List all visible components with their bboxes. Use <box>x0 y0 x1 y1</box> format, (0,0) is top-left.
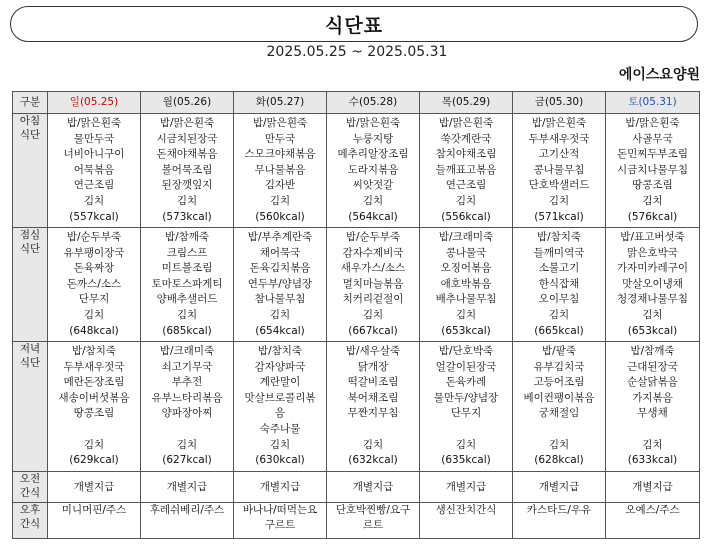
menu-item: 물만두국 <box>73 132 115 145</box>
menu-item: 감자수제비국 <box>342 246 404 259</box>
menu-item: 미니머핀/주스 <box>61 504 127 516</box>
day-header-sat: 토(05.31) <box>606 92 700 114</box>
pm-snack-cell <box>327 503 420 539</box>
pm-snack-cell <box>141 503 234 539</box>
menu-item: 김자반 <box>264 179 296 192</box>
breakfast-cell <box>606 114 700 228</box>
menu-item: 연두부/양념장 <box>247 277 313 290</box>
menu-item: 부추전 <box>171 376 203 389</box>
menu-item: 김치 <box>176 308 198 321</box>
menu-item: 쇠고기무국 <box>161 360 213 373</box>
am-snack-cell: 개별지급 <box>513 472 606 503</box>
menu-item: 순살닭볶음 <box>627 376 678 389</box>
menu-item: 연근조림 <box>445 179 487 192</box>
menu-item: 유부김치국 <box>533 360 585 373</box>
menu-item: 만두국 <box>264 132 296 145</box>
calorie-value: (685kcal) <box>162 324 212 337</box>
lunch-cell <box>513 228 606 342</box>
menu-item: 밥/맑은흰죽 <box>531 117 587 129</box>
calorie-value: (665kcal) <box>534 324 584 337</box>
lunch-cell <box>48 228 141 342</box>
menu-item: 단호박찐빵/요구 <box>335 504 411 516</box>
menu-item: 김치 <box>642 438 663 451</box>
menu-item: 맑은호박국 <box>627 246 678 259</box>
am-snack-cell: 개별지급 <box>606 472 700 503</box>
menu-item: 크림스프 <box>166 246 208 259</box>
menu-item: 돈까스/소스 <box>66 277 122 290</box>
menu-item: 미트볼조림 <box>161 262 213 275</box>
menu-item: 양배추샐러드 <box>156 293 218 306</box>
day-header-mon: 월(05.26) <box>141 92 234 114</box>
menu-item: 밥/맑은흰죽 <box>252 117 308 129</box>
breakfast-label: 아침 식단 <box>13 114 48 228</box>
menu-item: 된장깻잎지 <box>161 179 213 192</box>
organization-name: 에이스요양원 <box>618 67 700 83</box>
breakfast-cell <box>513 114 606 228</box>
menu-item: 청경채나물무침 <box>616 293 688 306</box>
menu-item: 콩나물무침 <box>533 163 585 176</box>
menu-item: 궁채절임 <box>538 407 580 420</box>
menu-item: 고기산적 <box>538 148 580 161</box>
menu-item: 김치 <box>642 194 663 207</box>
menu-item: 김치 <box>455 438 477 451</box>
calorie-value: (571kcal) <box>534 210 584 223</box>
menu-item: 고등어조림 <box>533 376 585 389</box>
calorie-value: (573kcal) <box>162 210 212 223</box>
menu-item: 맛살브로콜리볶 <box>244 391 316 404</box>
menu-item: 김치 <box>176 194 198 207</box>
menu-item: 애호박볶음 <box>440 277 492 290</box>
menu-item: 가지볶음 <box>632 391 673 404</box>
calorie-value: (648kcal) <box>69 324 119 337</box>
menu-item: 스모크야채볶음 <box>244 148 316 161</box>
menu-item: 단무지 <box>78 293 110 306</box>
am-snack-cell: 개별지급 <box>234 472 327 503</box>
page-title: 식단표 <box>324 14 384 37</box>
lunch-cell <box>141 228 234 342</box>
menu-item: 구르트 <box>264 519 296 531</box>
menu-item: 도라지볶음 <box>347 163 399 176</box>
dinner-cell <box>48 342 141 472</box>
calorie-value: (654kcal) <box>255 324 305 337</box>
menu-item: 김치 <box>269 308 291 321</box>
menu-item: 쑥갓계란국 <box>440 132 492 145</box>
corner-label: 구분 <box>13 92 48 114</box>
menu-item: 김치 <box>548 438 570 451</box>
menu-item: 밥/참깨죽 <box>164 231 210 243</box>
menu-item: 밥/참치죽 <box>71 345 117 357</box>
menu-item: 얼갈이된장국 <box>435 360 497 373</box>
menu-item: 김치 <box>455 308 477 321</box>
day-header-sun: 일(05.25) <box>48 92 141 114</box>
menu-item: 김치 <box>548 308 570 321</box>
menu-item: 음 <box>274 407 286 420</box>
menu-item: 땅콩조림 <box>73 407 115 420</box>
breakfast-row <box>13 114 700 228</box>
menu-item: 김치 <box>83 438 105 451</box>
calorie-value: (557kcal) <box>69 210 119 223</box>
menu-item <box>420 422 512 438</box>
menu-item <box>327 422 419 438</box>
menu-item: 베이컨팽이볶음 <box>523 391 595 404</box>
menu-item: 밥/크래미죽 <box>438 231 494 243</box>
menu-item: 무생채 <box>637 407 668 420</box>
menu-item: 돈민찌두부조림 <box>616 148 688 161</box>
menu-item: 밥/표고버섯죽 <box>620 231 685 243</box>
dinner-cell <box>606 342 700 472</box>
menu-item: 소불고기 <box>538 262 580 275</box>
menu-item: 단호박샐러드 <box>528 179 590 192</box>
breakfast-cell <box>48 114 141 228</box>
menu-item: 돈육짜장 <box>73 262 115 275</box>
calorie-value: (564kcal) <box>348 210 398 223</box>
menu-item: 두부새우젓국 <box>528 132 590 145</box>
calorie-value: (576kcal) <box>627 210 678 223</box>
menu-item: 밥/팥죽 <box>542 345 576 357</box>
dinner-label: 저녁 식단 <box>13 342 48 472</box>
menu-item: 새우가스/소스 <box>340 262 406 275</box>
lunch-cell <box>234 228 327 342</box>
menu-item: 돈육카레 <box>445 376 487 389</box>
menu-item <box>141 422 233 438</box>
menu-item: 김치 <box>362 194 384 207</box>
calorie-value: (556kcal) <box>441 210 491 223</box>
menu-item: 새송이버섯볶음 <box>58 391 130 404</box>
menu-item: 메추리알장조림 <box>337 148 409 161</box>
lunch-cell <box>606 228 700 342</box>
menu-item: 김치 <box>362 438 384 451</box>
dinner-row <box>13 342 700 472</box>
pm-snack-row <box>13 503 700 539</box>
menu-item: 밥/참치죽 <box>536 231 582 243</box>
menu-item: 단무지 <box>450 407 482 420</box>
menu-item: 메란돈장조림 <box>63 376 125 389</box>
calorie-value: (653kcal) <box>441 324 491 337</box>
menu-item: 멸치마늘볶음 <box>342 277 404 290</box>
calorie-value: (627kcal) <box>162 454 212 467</box>
menu-item: 김치 <box>176 438 198 451</box>
day-header-wed: 수(05.28) <box>327 92 420 114</box>
menu-item: 카스타드/우유 <box>526 504 592 516</box>
menu-item: 양파장아찌 <box>161 407 213 420</box>
menu-item: 무짠지무침 <box>347 407 399 420</box>
menu-item: 밥/맑은흰죽 <box>438 117 494 129</box>
menu-item: 참나물무침 <box>254 293 306 306</box>
menu-item: 계란말이 <box>259 376 301 389</box>
calorie-value: (632kcal) <box>348 454 398 467</box>
menu-item: 감자양파국 <box>254 360 306 373</box>
am-snack-cell: 개별지급 <box>327 472 420 503</box>
am-snack-label: 오전 간식 <box>13 472 48 503</box>
menu-item: 배추나물무침 <box>435 293 497 306</box>
am-snack-cell: 개별지급 <box>141 472 234 503</box>
menu-item: 참치야채조림 <box>435 148 497 161</box>
menu-item: 김치 <box>269 194 291 207</box>
menu-item: 김치 <box>83 308 105 321</box>
menu-item: 김치 <box>83 194 105 207</box>
menu-item: 밥/참깨죽 <box>630 345 675 357</box>
calorie-value: (628kcal) <box>534 454 584 467</box>
menu-item: 김치 <box>642 308 663 321</box>
menu-item: 씨앗젓갈 <box>352 179 394 192</box>
menu-item: 밥/맑은흰죽 <box>625 117 680 129</box>
title-box <box>10 6 698 42</box>
am-snack-cell: 개별지급 <box>48 472 141 503</box>
header-row <box>13 92 700 114</box>
menu-item <box>606 422 699 438</box>
dinner-cell <box>141 342 234 472</box>
pm-snack-cell <box>606 503 700 539</box>
menu-item: 콩나물국 <box>445 246 487 259</box>
menu-item: 밥/크래미죽 <box>159 345 215 357</box>
menu-item: 북어채조림 <box>347 391 399 404</box>
menu-item: 오예스/주스 <box>625 504 680 516</box>
calorie-value: (667kcal) <box>348 324 398 337</box>
am-snack-row <box>13 472 700 503</box>
menu-item: 근대된장국 <box>627 360 678 373</box>
menu-item: 들깨미역국 <box>533 246 585 259</box>
menu-item: 돈육김치볶음 <box>249 262 311 275</box>
dinner-cell <box>327 342 420 472</box>
menu-item: 채어묵국 <box>259 246 301 259</box>
menu-item: 생신잔치간식 <box>435 504 497 516</box>
menu-item: 밥/맑은흰죽 <box>66 117 122 129</box>
menu-item: 사골무국 <box>632 132 673 145</box>
calorie-value: (560kcal) <box>255 210 305 223</box>
lunch-row <box>13 228 700 342</box>
pm-snack-label: 오후 간식 <box>13 503 48 539</box>
menu-item: 한식잡채 <box>538 277 580 290</box>
menu-item: 김치 <box>362 308 384 321</box>
menu-item: 맛살오이냉채 <box>622 277 683 290</box>
menu-item: 너비아니구이 <box>63 148 125 161</box>
menu-table <box>12 91 700 539</box>
menu-item: 무나물볶음 <box>254 163 306 176</box>
menu-item: 밥/맑은흰죽 <box>345 117 401 129</box>
menu-item: 김치 <box>548 194 570 207</box>
calorie-value: (630kcal) <box>255 454 305 467</box>
menu-item: 김치 <box>455 194 477 207</box>
am-snack-cell: 개별지급 <box>420 472 513 503</box>
menu-item: 치커리겉절이 <box>342 293 404 306</box>
menu-item: 시금치나물무침 <box>616 163 688 176</box>
breakfast-cell <box>234 114 327 228</box>
pm-snack-cell <box>513 503 606 539</box>
menu-item: 밥/부추계란죽 <box>247 231 313 243</box>
dinner-cell <box>234 342 327 472</box>
menu-item: 누룽지탕 <box>352 132 394 145</box>
day-header-fri: 금(05.30) <box>513 92 606 114</box>
menu-item <box>48 422 140 438</box>
menu-item: 볼어묵조림 <box>161 163 213 176</box>
menu-item: 시금치된장국 <box>156 132 218 145</box>
menu-item: 바나나/떠먹는요 <box>242 504 318 516</box>
day-header-thu: 목(05.29) <box>420 92 513 114</box>
menu-item: 가자미카레구이 <box>616 262 688 275</box>
lunch-cell <box>327 228 420 342</box>
menu-item: 밥/맑은흰죽 <box>159 117 215 129</box>
menu-item: 들깨표고볶음 <box>435 163 497 176</box>
breakfast-cell <box>420 114 513 228</box>
menu-item: 닭개장 <box>357 360 389 373</box>
menu-item: 두부새우젓국 <box>63 360 125 373</box>
menu-item: 연근조림 <box>73 179 115 192</box>
menu-item: 오징어볶음 <box>440 262 492 275</box>
pm-snack-cell <box>420 503 513 539</box>
menu-item: 숙주나물 <box>259 422 301 435</box>
menu-item: 김치 <box>269 438 291 451</box>
menu-item: 유부팽이장국 <box>63 246 125 259</box>
menu-item: 밥/순두부죽 <box>345 231 401 243</box>
pm-snack-cell <box>48 503 141 539</box>
calorie-value: (629kcal) <box>69 454 119 467</box>
menu-item: 유부느타리볶음 <box>151 391 223 404</box>
lunch-cell <box>420 228 513 342</box>
menu-item: 토마토스파게티 <box>151 277 223 290</box>
day-header-tue: 화(05.27) <box>234 92 327 114</box>
menu-item: 떡갈비조림 <box>347 376 399 389</box>
calorie-value: (653kcal) <box>627 324 678 337</box>
menu-item: 땅콩조림 <box>632 179 673 192</box>
menu-item: 후레쉬베리/주스 <box>149 504 225 516</box>
calorie-value: (635kcal) <box>441 454 491 467</box>
menu-item: 밥/단호박죽 <box>438 345 494 357</box>
menu-item: 오이무침 <box>538 293 580 306</box>
breakfast-cell <box>327 114 420 228</box>
menu-item: 돈채야채볶음 <box>156 148 218 161</box>
menu-item: 물만두/양념장 <box>433 391 499 404</box>
menu-item: 어묵볶음 <box>73 163 115 176</box>
breakfast-cell <box>141 114 234 228</box>
calorie-value: (633kcal) <box>627 454 678 467</box>
lunch-label: 점심 식단 <box>13 228 48 342</box>
dinner-cell <box>513 342 606 472</box>
menu-item <box>513 422 605 438</box>
menu-item: 밥/참치죽 <box>257 345 303 357</box>
menu-item: 르트 <box>362 519 384 531</box>
date-range: 2025.05.25 ~ 2025.05.31 <box>266 44 448 60</box>
dinner-cell <box>420 342 513 472</box>
menu-item: 밥/새우살죽 <box>345 345 401 357</box>
pm-snack-cell <box>234 503 327 539</box>
menu-item: 밥/순두부죽 <box>66 231 122 243</box>
